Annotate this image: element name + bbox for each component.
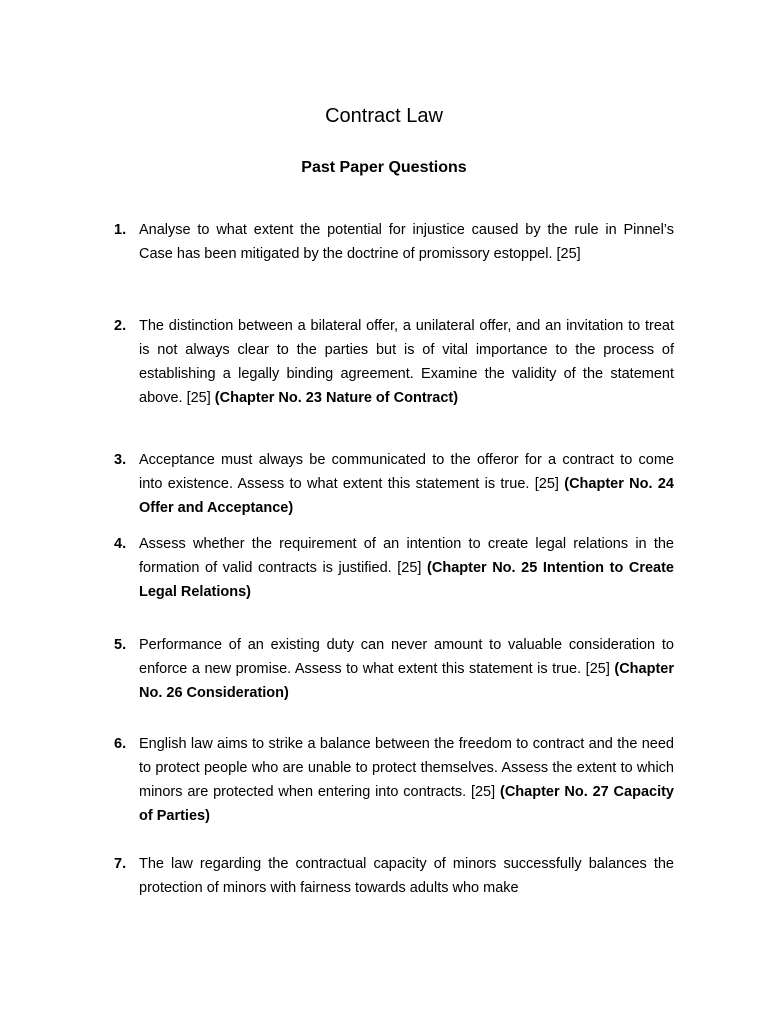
question-item [114,732,674,828]
question-item [114,633,674,705]
question-body [139,532,674,604]
question-body [139,314,674,410]
question-number: 5. [114,637,127,653]
question-text: English law aims to strike a balance between the freedom to contract and the need to protect people who are unable to protect themselves. Assess the extent to which minors are protected when entering into contracts. [25] [139,736,674,800]
question-body [139,448,674,520]
question-number: 7. [114,856,127,872]
question-text: Assess whether the requirement of an intention to create legal relations in the formation of valid contracts is justified. [25] [139,536,674,576]
question-chapter-reference: (Chapter No. 23 Nature of Contract) [214,390,459,406]
question-item [114,314,674,410]
question-number: 6. [114,736,127,752]
question-number: 1. [114,222,127,238]
question-text: Analyse to what extent the potential for injustice caused by the rule in Pinnel’s Case has been mitigated by the doctrine of promissory estoppel. [25] [139,222,674,262]
question-item [114,852,674,900]
question-chapter-reference: (Chapter No. 25 Intention to Create Legal Relations) [139,560,674,600]
question-body [139,732,674,828]
question-text: The law regarding the contractual capacity of minors successfully balances the protection of minors with fairness towards adults who make [139,856,674,896]
question-text: Acceptance must always be communicated to the offeror for a contract to come into existence. Assess to what extent this statement is true. [25] [139,452,674,492]
document-title: Contract Law [325,105,443,127]
question-number: 3. [114,452,127,468]
question-chapter-reference: (Chapter No. 26 Consideration) [139,661,674,701]
question-number: 4. [114,536,127,552]
question-chapter-reference: (Chapter No. 24 Offer and Acceptance) [139,476,674,516]
question-text: The distinction between a bilateral offer, a unilateral offer, and an invitation to treat is not always clear to the parties but is of vital importance to the process of establishing a legally binding agreement. Examine the validity of the statement above. [25] [139,318,674,406]
question-number: 2. [114,318,127,334]
question-text: Performance of an existing duty can never amount to valuable consideration to enforce a new promise. Assess to what extent this statement is true. [25] [139,637,674,677]
question-item [114,448,674,520]
question-item [114,532,674,604]
question-item [114,218,674,266]
document-subtitle: Past Paper Questions [301,159,467,176]
question-body [139,633,674,705]
question-body [139,218,674,266]
question-body [139,852,674,900]
question-chapter-reference: (Chapter No. 27 Capacity of Parties) [139,784,674,824]
